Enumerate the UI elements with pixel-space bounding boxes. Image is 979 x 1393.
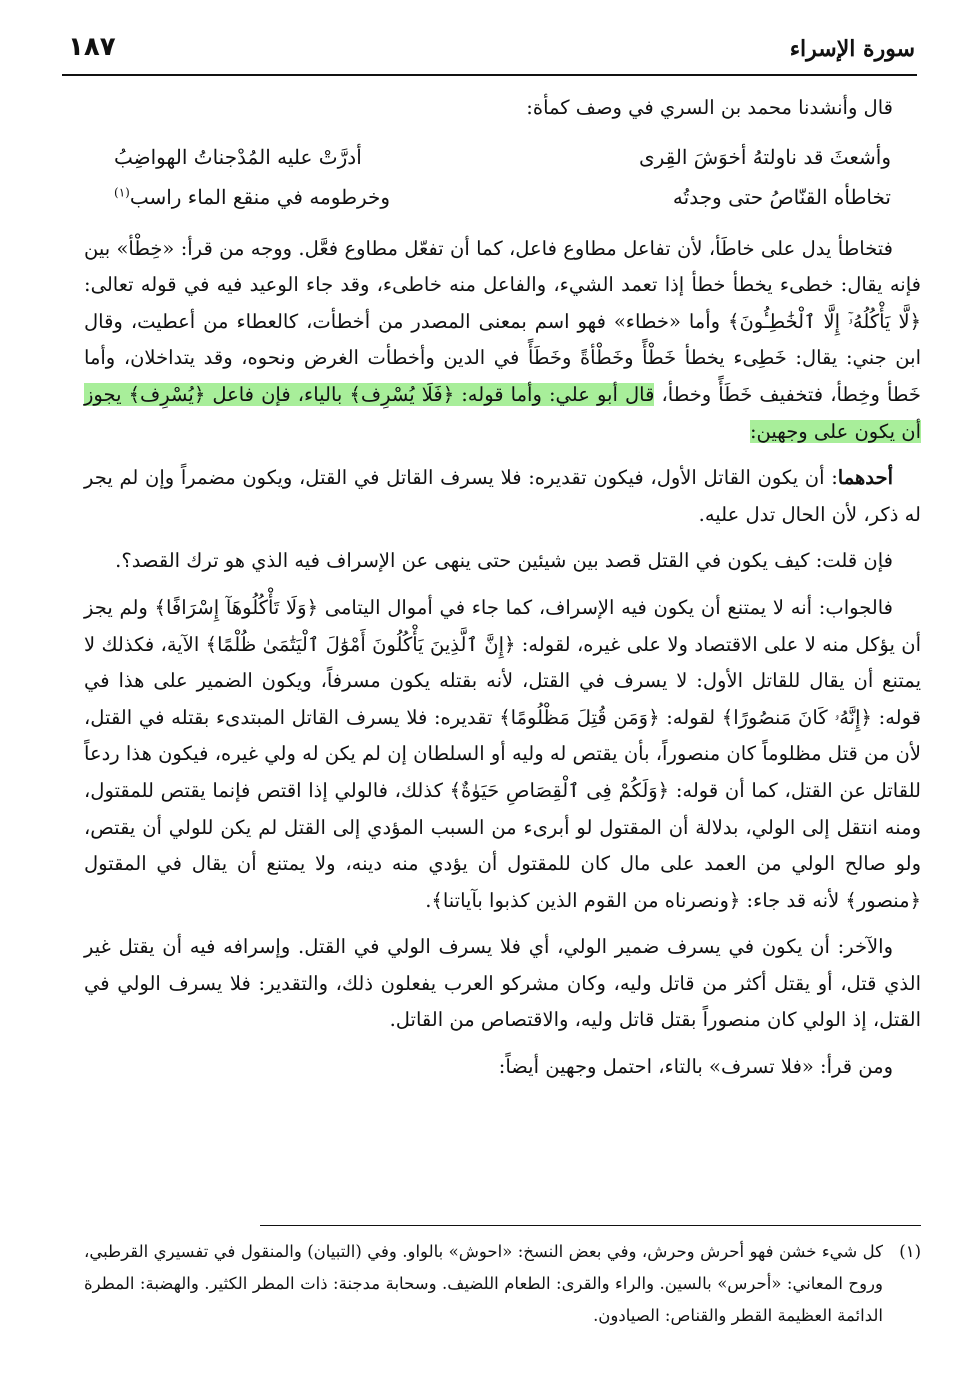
footnote-divider	[260, 1225, 921, 1226]
highlighted-selection[interactable]: قال أبو علي: وأما قوله: ﴿فَلَا يُسْرِف﴾ بالياء، فإن فاعل ﴿يُسْرِف﴾ يجوز أن يكون على وجهين:	[84, 382, 921, 443]
paragraph-ta-reading: ومن قرأ: «فلا تسرف» بالتاء، احتمل وجهين أيضاً:	[498, 1055, 893, 1079]
main-text	[84, 90, 921, 1092]
poem-line-2-first-hemistich: تخاطأه القنّاصُ حتى وجدتُه	[672, 184, 891, 209]
poem	[84, 137, 921, 217]
footnote-reference[interactable]: (١)	[114, 184, 130, 199]
paragraph-first-aspect	[84, 460, 921, 533]
paragraph-question: فإن قلت: كيف يكون في القتل قصد بين شيئين حتى ينهى عن الإسراف فيه الذي هو ترك القصد؟.	[115, 549, 893, 573]
footnote-text: كل شيء خشن فهو أحرش وحرش، وفي بعض النسخ: «احوش» بالواو. وفي (التبيان) والمنقول في تفسيري القرطبي، وروح المعاني: «أحرس» بالسين. والراء والقرى: الطعام اللضيف. وسحابة مدجنة: ذات المطر الكثير. والهضبة: المطرة الدائمة العظيمة القطر والقناص: الصيادون.	[84, 1242, 883, 1325]
footnote-1	[84, 1236, 921, 1332]
footnote-number: (١)	[899, 1242, 921, 1261]
footnotes	[84, 1236, 921, 1332]
page-header	[62, 30, 917, 76]
first-aspect-text: : أن يكون القاتل الأول، فيكون تقديره: فلا يسرف القاتل في القتل، ويكون مضمراً وإن لم يجر له ذكر، لأن الحال تدل عليه.	[84, 466, 921, 526]
poem-line-1	[114, 137, 891, 177]
paragraph-khata-text: فتخاطأ يدل على خاطَأ، لأن تفاعل مطاوع فاعل، كما أن تفعّل مطاوع فعَّل. ووجه من قرأ: «خِطْأ» بين فإنه يقال: خطىء يخطأ خطأ إذا تعمد الشيء، والفاعل منه خاطىء، وقد جاء الوعيد فيه في قوله تعالى: ﴿لَّا يَأْكُلُهُۥٓ إِلَّا ٱلْخَٰطِـُٔونَ﴾ وأما «خطاء» فهو اسم بمعنى المصدر من أخطأت، كالعطاء من أعطيت، وقال ابن جني: يقال: خَطِىء يخطأ خَطْأً وخَطْأةً وخَطَأً في الدين وأخطأت الغرض ونحوه، وقد يتداخلان، وأما خَطأ وخِطأ، فتخفيف خَطَأً وخطأ،	[84, 236, 921, 406]
poem-line-2-text: وخرطومه في منقع الماء راسب	[129, 184, 391, 209]
paragraph-khata	[84, 231, 921, 451]
paragraph-answer: فالجواب: أنه لا يمتنع أن يكون فيه الإسراف، كما جاء في أموال اليتامى ﴿وَلَا تَأْكُلُوهَآ إِسْرَافًا﴾ ولم يجز أن يؤكل منه لا على الاقتصاد ولا على غيره، لقوله: ﴿إِنَّ ٱلَّذِينَ يَأْكُلُونَ أَمْوَٰلَ ٱلْيَتَٰمَىٰ ظُلْمًا﴾ الآية، فكذلك لا يمتنع أن يقال للقاتل الأول: لا يسرف في القتل، لأنه بقتله يكون مسرفاً، ويكون الضمير على هذا في قوله: ﴿إِنَّهُۥ كَانَ مَنصُورًا﴾ لقوله: ﴿وَمَن قُتِلَ مَظْلُومًا﴾ تقديره: فلا يسرف القاتل المبتدىء بقتله في القتل، لأن من قتل مظلوماً كان منصوراً، بأن يقتص له وليه أو السلطان إن لم يكن له ولي غيره، فيكون هذا ردعاً للقاتل عن القتل، كما أن قوله: ﴿وَلَكُمْ فِى ٱلْقِصَاصِ حَيَوٰةٌ﴾ كذلك، فالولي إذا اقتص فإنما يقتص للمقتول، ومنه انتقل إلى الولي، بدلالة أن المقتول لو أبرىء من السبب المؤدي إلى القتل لم يكن للولي أن يقتص، ولو صالح الولي من العمد على مال كان للمقتول أن يؤدي منه دينه، ولا يمتنع أن يقال في المقتول ﴿منصور﴾ لأنه قد جاء: ﴿ونصرناه من القوم الذين كذبوا بآياتنا﴾.	[84, 595, 921, 912]
poem-line-2	[114, 177, 891, 217]
poem-line-1-second-hemistich: أدرَّتْ عليه المُدْجناتُ الهواضِبُ	[114, 144, 362, 169]
surah-title: سورة الإسراء	[789, 36, 915, 62]
paragraph-second-aspect: والآخر: أن يكون في يسرف ضمير الولي، أي فلا يسرف الولي في القتل. وإسرافه فيه أن يقتل غير الذي قتل، أو يقتل أكثر من قاتل وليه، وكان مشركو العرب يفعلون ذلك، والتقدير: فلا يسرف الولي في القتل، إذ الولي كان منصوراً بقتل قاتل وليه، والاقتصاص من القاتل.	[84, 935, 921, 1032]
first-aspect-label: أحدهما	[837, 466, 893, 490]
intro-line: قال وأنشدنا محمد بن السري في وصف كمأة:	[526, 96, 893, 119]
poem-line-1-first-hemistich: وأشعثَ قد ناولتهُ أخوَشَ القِرى	[638, 144, 891, 169]
poem-line-2-second-hemistich	[114, 177, 390, 217]
page-number: ١٨٧	[68, 32, 116, 62]
